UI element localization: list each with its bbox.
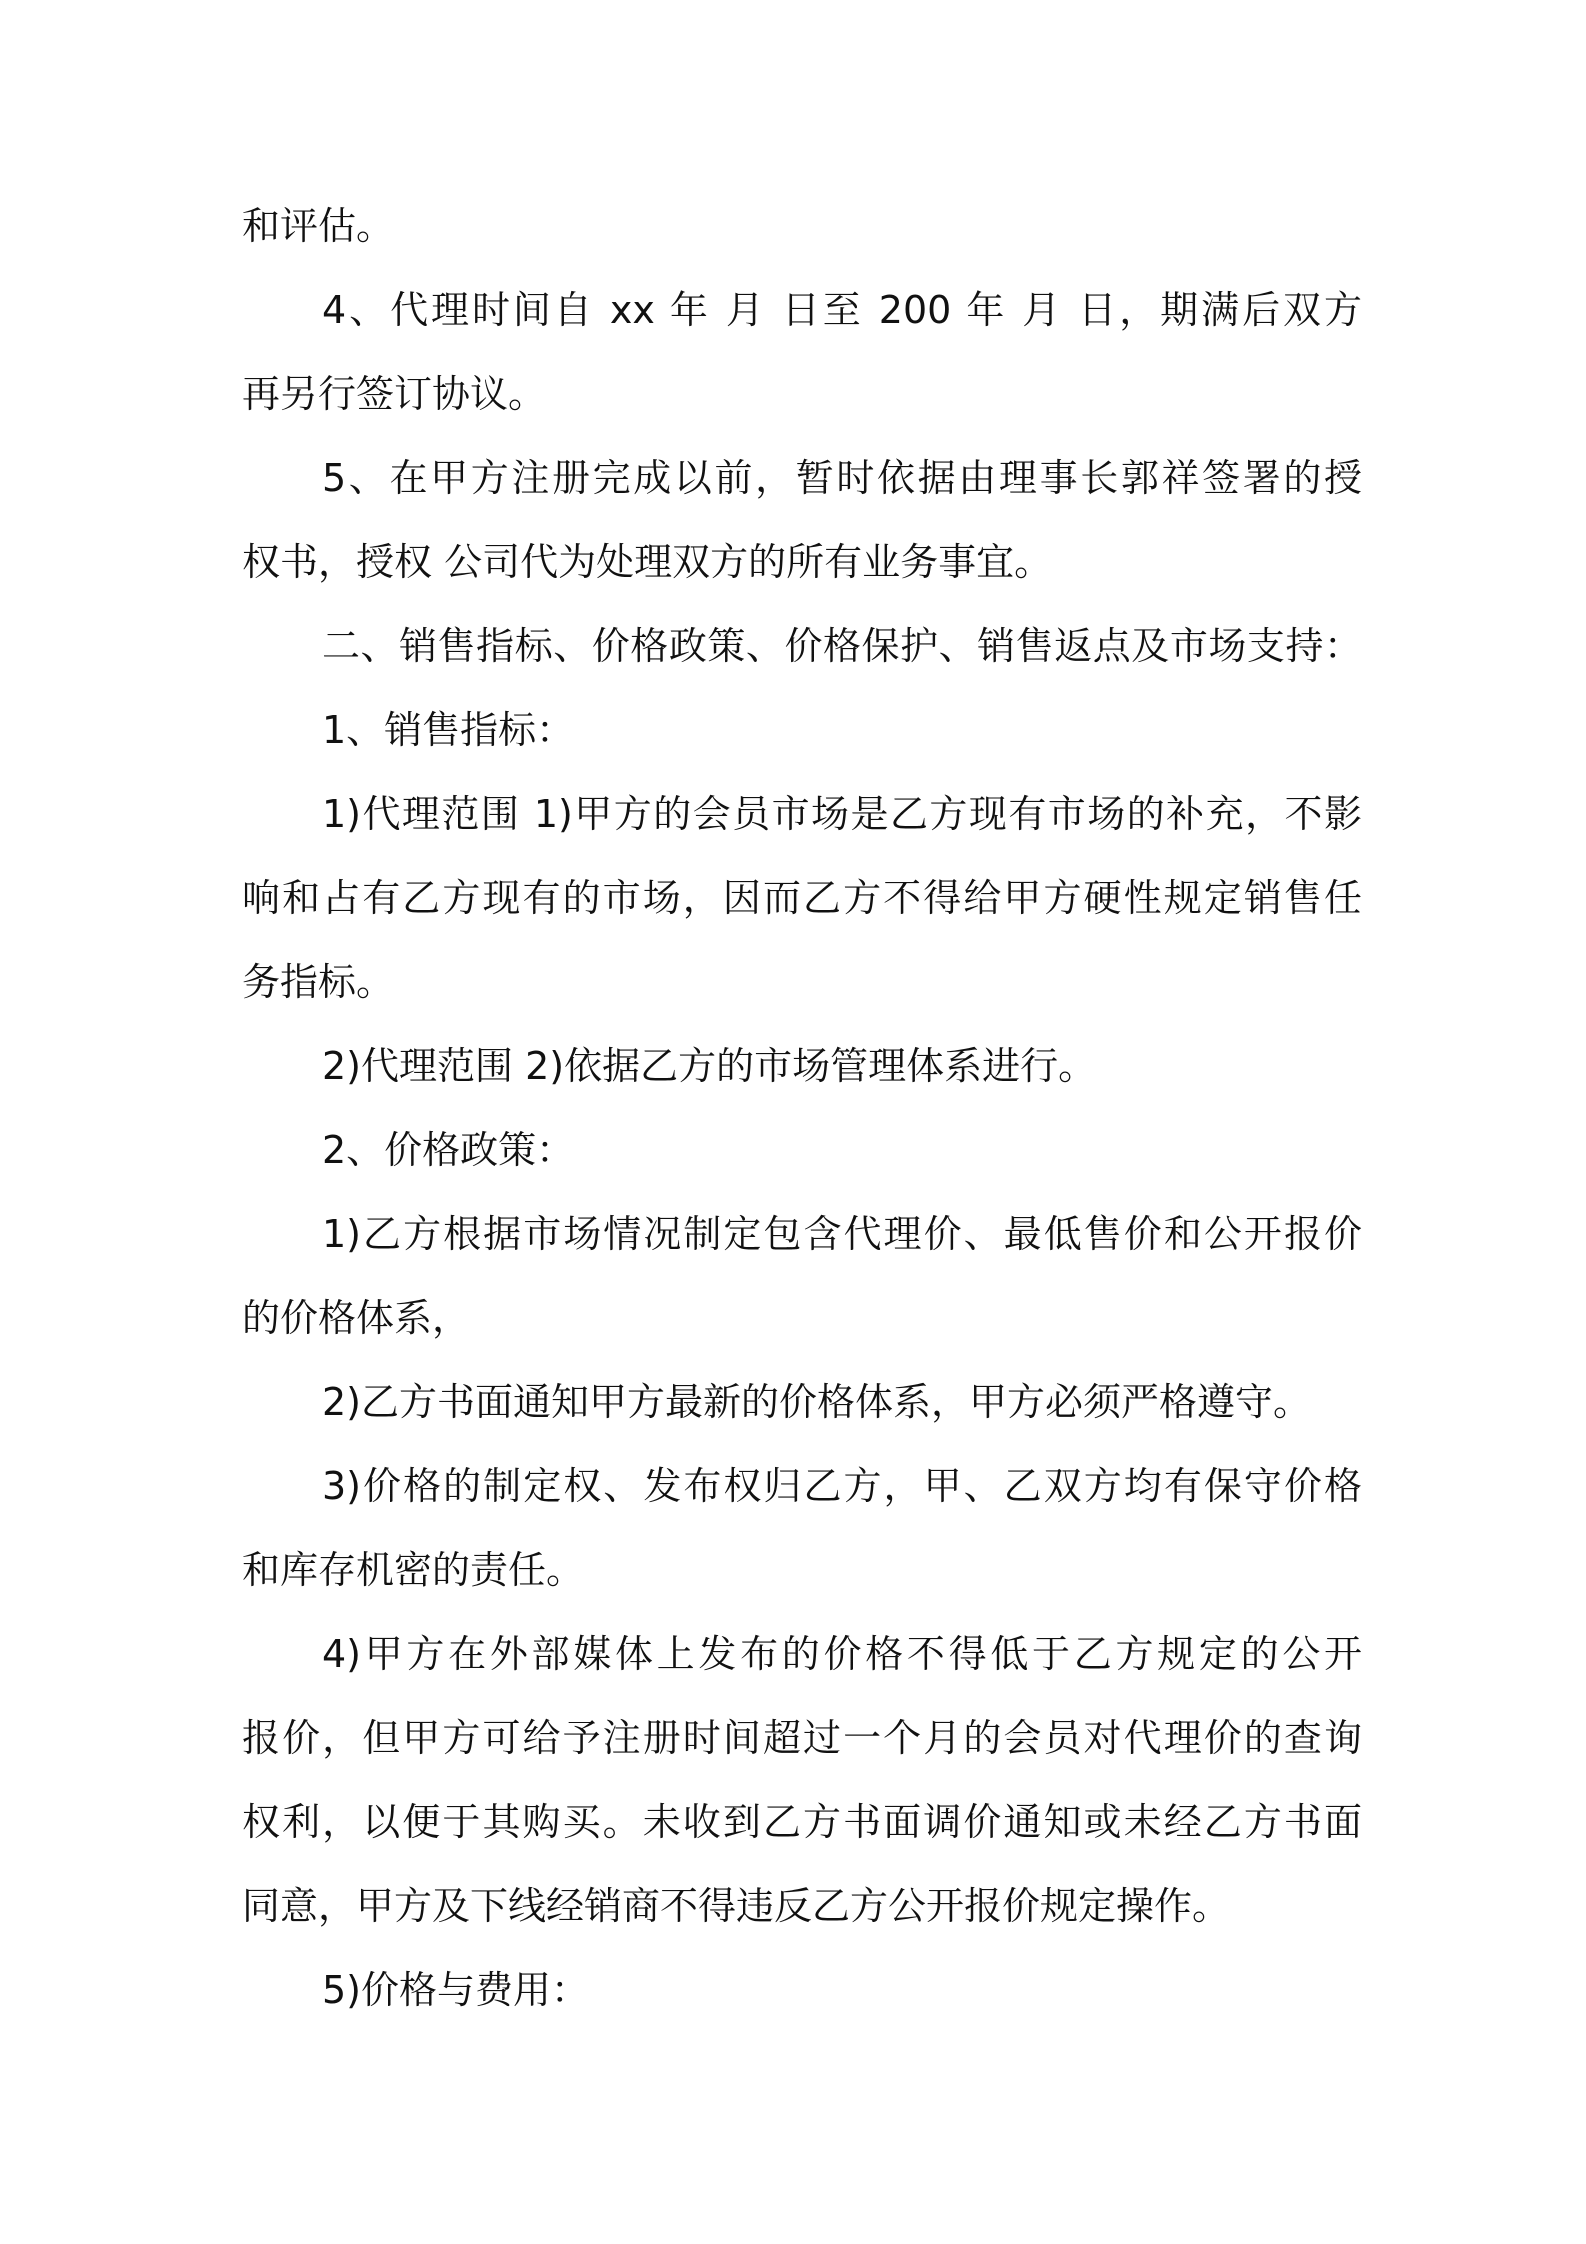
text-line: 报价，但甲方可给予注册时间超过一个月的会员对代理价的查询 bbox=[242, 1716, 1362, 1760]
text-line: 1)乙方根据市场情况制定包含代理价、最低售价和公开报价 bbox=[322, 1212, 1362, 1256]
text-line: 务指标。 bbox=[242, 960, 395, 1004]
text-line: 的价格体系， bbox=[242, 1296, 471, 1340]
text-line: 再另行签订协议。 bbox=[242, 372, 547, 416]
text-line: 4、代理时间自 xx 年 月 日至 200 年 月 日，期满后双方 bbox=[322, 288, 1362, 332]
text-line: 和评估。 bbox=[242, 204, 395, 248]
text-line: 5、在甲方注册完成以前，暂时依据由理事长郭祥签署的授 bbox=[322, 456, 1362, 500]
text-line: 4)甲方在外部媒体上发布的价格不得低于乙方规定的公开 bbox=[322, 1632, 1362, 1676]
text-line: 二、销售指标、价格政策、价格保护、销售返点及市场支持： bbox=[322, 624, 1362, 668]
text-line: 权书，授权 公司代为处理双方的所有业务事宜。 bbox=[242, 540, 1053, 584]
text-line: 2)乙方书面通知甲方最新的价格体系，甲方必须严格遵守。 bbox=[322, 1380, 1312, 1424]
text-line: 1)代理范围 1)甲方的会员市场是乙方现有市场的补充，不影 bbox=[322, 792, 1362, 836]
text-line: 和库存机密的责任。 bbox=[242, 1548, 585, 1592]
text-line: 5)价格与费用： bbox=[322, 1968, 590, 2012]
text-line: 权利，以便于其购买。未收到乙方书面调价通知或未经乙方书面 bbox=[242, 1800, 1362, 1844]
text-line: 响和占有乙方现有的市场，因而乙方不得给甲方硬性规定销售任 bbox=[242, 876, 1362, 920]
text-line: 2、价格政策： bbox=[322, 1128, 575, 1172]
text-line: 1、销售指标： bbox=[322, 708, 575, 752]
text-line: 2)代理范围 2)依据乙方的市场管理体系进行。 bbox=[322, 1044, 1097, 1088]
text-line: 同意，甲方及下线经销商不得违反乙方公开报价规定操作。 bbox=[242, 1884, 1231, 1928]
text-line: 3)价格的制定权、发布权归乙方，甲、乙双方均有保守价格 bbox=[322, 1464, 1362, 1508]
